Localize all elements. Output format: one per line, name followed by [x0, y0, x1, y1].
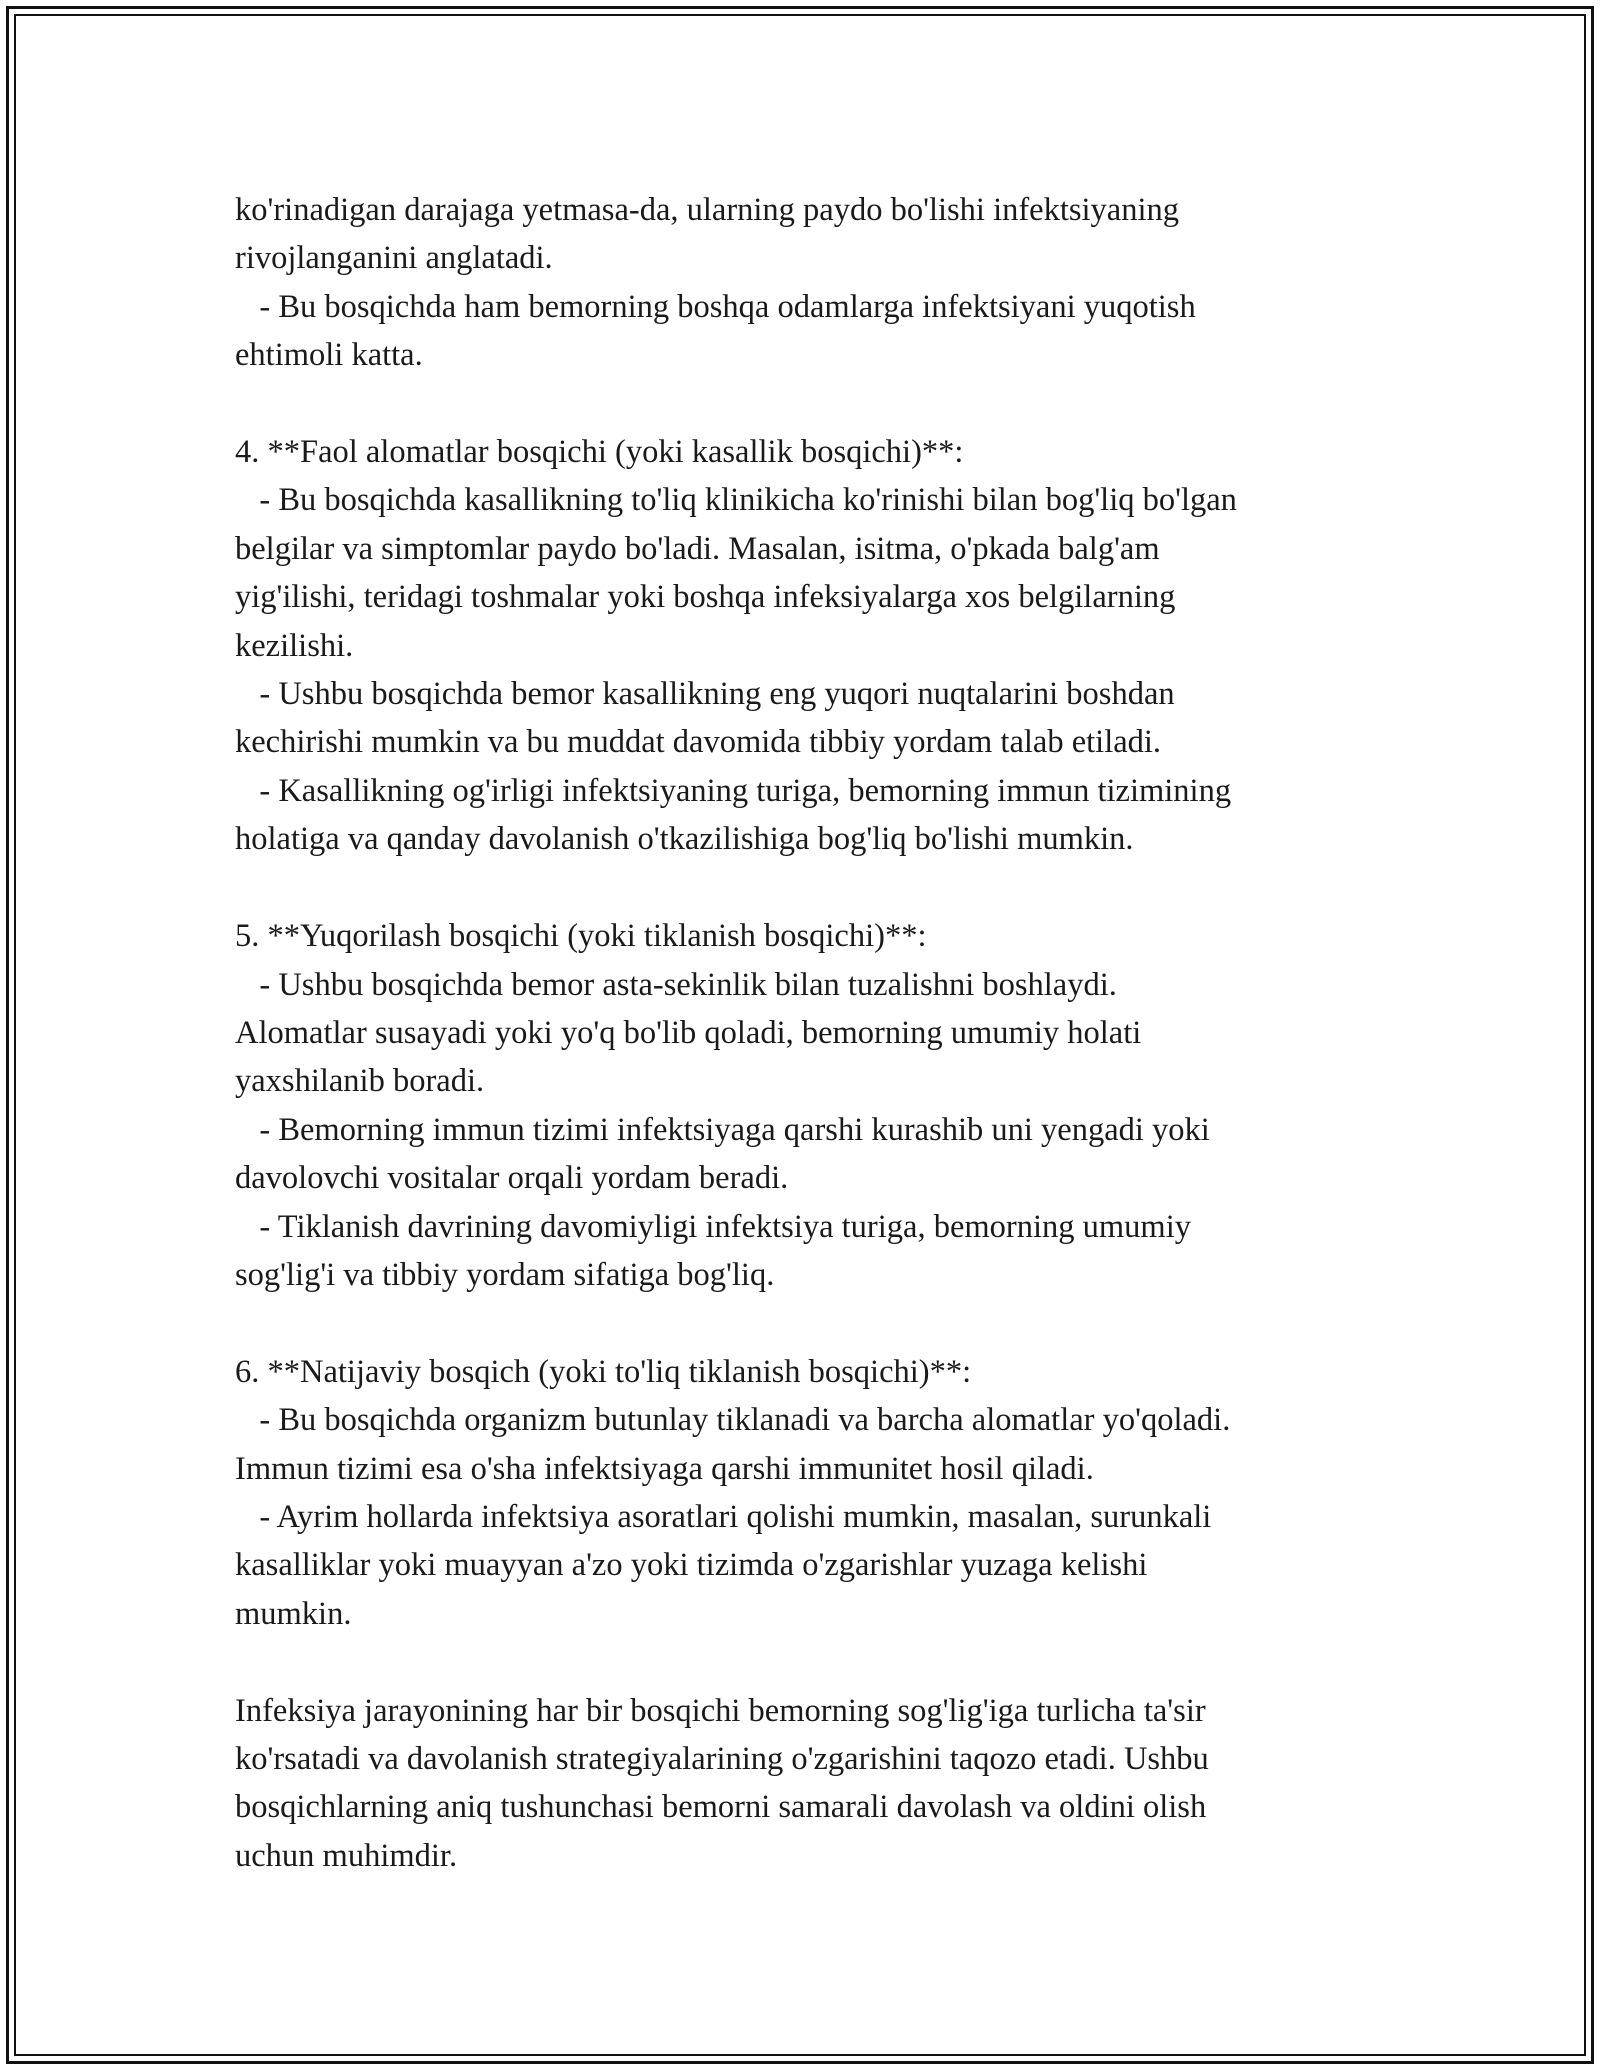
text-line: ehtimoli katta.	[235, 337, 423, 374]
section-heading-5: 5. **Yuqorilash bosqichi (yoki tiklanish bosqichi)**:	[235, 918, 927, 955]
text-line: - Bu bosqichda ham bemorning boshqa odamlarga infektsiyani yuqotish	[235, 288, 1196, 325]
conclusion-line: uchun muhimdir.	[235, 1837, 458, 1874]
text-line: belgilar va simptomlar paydo bo'ladi. Masalan, isitma, o'pkada balg'am	[235, 530, 1160, 567]
text-line: Alomatlar susayadi yoki yo'q bo'lib qoladi, bemorning umumiy holati	[235, 1014, 1142, 1051]
text-line: davolovchi vositalar orqali yordam beradi.	[235, 1160, 789, 1197]
text-line: - Kasallikning og'irligi infektsiyaning turiga, bemorning immun tizimining	[235, 772, 1232, 809]
text-line: sog'lig'i va tibbiy yordam sifatiga bog'liq.	[235, 1256, 775, 1293]
text-line: - Ushbu bosqichda bemor kasallikning eng yuqori nuqtalarini boshdan	[235, 676, 1175, 713]
text-line: - Ushbu bosqichda bemor asta-sekinlik bilan tuzalishni boshlaydi.	[235, 966, 1117, 1003]
text-line: kezilishi.	[235, 627, 354, 664]
text-line: holatiga va qanday davolanish o'tkazilishiga bog'liq bo'lishi mumkin.	[235, 821, 1134, 858]
text-line: kechirishi mumkin va bu muddat davomida tibbiy yordam talab etiladi.	[235, 724, 1162, 761]
text-line: ko'rinadigan darajaga yetmasa-da, ularning paydo bo'lishi infektsiyaning	[235, 192, 1180, 228]
text-line: - Bemorning immun tizimi infektsiyaga qarshi kurashib uni yengadi yoki	[235, 1111, 1210, 1148]
text-line: Immun tizimi esa o'sha infektsiyaga qarshi immunitet hosil qiladi.	[235, 1450, 1094, 1487]
text-line: rivojlanganini anglatadi.	[235, 240, 553, 277]
section-heading-4: 4. **Faol alomatlar bosqichi (yoki kasallik bosqichi)**:	[235, 434, 964, 471]
text-line: - Ayrim hollarda infektsiya asoratlari qolishi mumkin, masalan, surunkali	[235, 1498, 1212, 1535]
document-body	[235, 186, 1395, 1880]
text-line: - Bu bosqichda organizm butunlay tiklanadi va barcha alomatlar yo'qoladi.	[235, 1402, 1231, 1439]
text-line: kasalliklar yoki muayyan a'zo yoki tizimda o'zgarishlar yuzaga kelishi	[235, 1547, 1148, 1584]
text-line: - Tiklanish davrining davomiyligi infektsiya turiga, bemorning umumiy	[235, 1208, 1191, 1245]
conclusion-line: ko'rsatadi va davolanish strategiyalarining o'zgarishini taqozo etadi. Ushbu	[235, 1741, 1209, 1777]
conclusion-line: bosqichlarning aniq tushunchasi bemorni samarali davolash va oldini olish	[235, 1789, 1207, 1826]
text-line: - Bu bosqichda kasallikning to'liq klinikicha ko'rinishi bilan bog'liq bo'lgan	[235, 482, 1237, 519]
text-line: yaxshilanib boradi.	[235, 1063, 485, 1100]
text-line: mumkin.	[235, 1595, 352, 1632]
text-line: yig'ilishi, teridagi toshmalar yoki boshqa infeksiyalarga xos belgilarning	[235, 579, 1176, 616]
conclusion-line: Infeksiya jarayonining har bir bosqichi bemorning sog'lig'iga turlicha ta'sir	[235, 1692, 1206, 1729]
section-heading-6: 6. **Natijaviy bosqich (yoki to'liq tiklanish bosqichi)**:	[235, 1353, 972, 1390]
